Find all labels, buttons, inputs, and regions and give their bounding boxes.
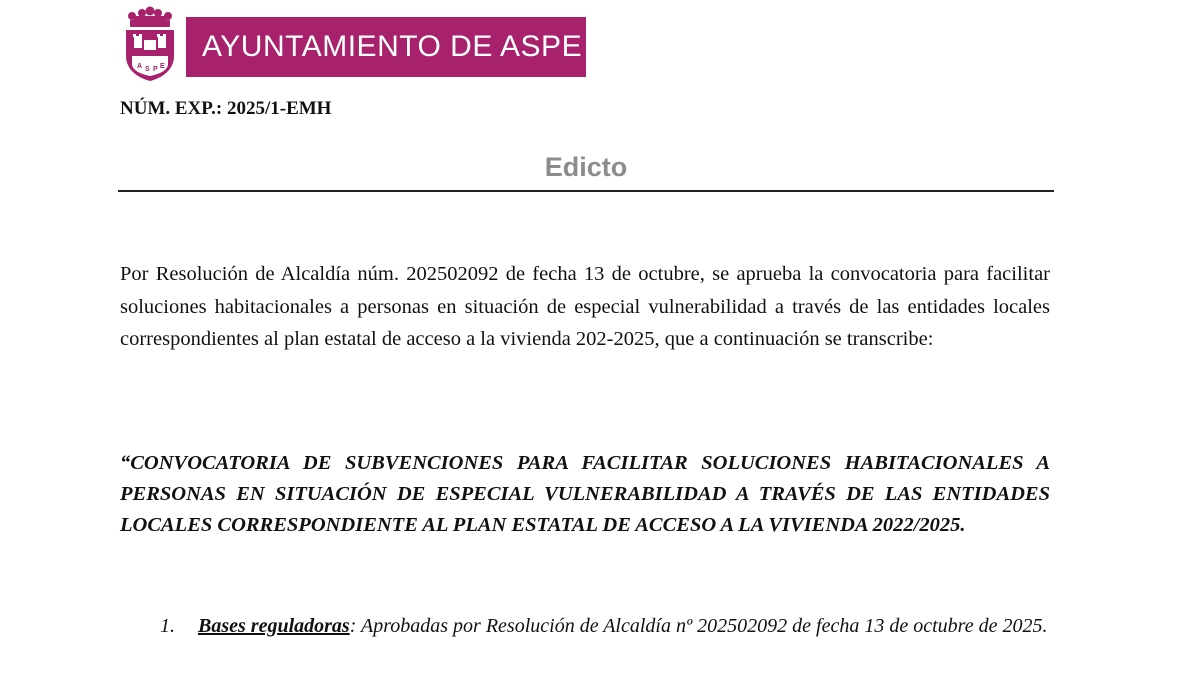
org-name-banner: [186, 17, 586, 77]
svg-text:P: P: [153, 66, 158, 73]
list-item-term: Bases reguladoras: [198, 615, 350, 637]
svg-text:A: A: [137, 63, 143, 70]
page-title: Edicto: [544, 152, 628, 182]
intro-paragraph: Por Resolución de Alcaldía núm. 202502092 de fecha 13 de octubre, se aprueba la convocatoria para facilitar soluciones habitacionales a personas en situación de especial vulnerabilidad a través de las entidades locales correspondientes al plan estatal de acceso a la vivienda 202-2025, que a continuación se transcribe:: [120, 263, 1050, 350]
convocatoria-title: “CONVOCATORIA DE SUBVENCIONES PARA FACILITAR SOLUCIONES HABITACIONALES A PERSONAS EN SITUACIÓN DE ESPECIAL VULNERABILIDAD A TRAVÉS DE LAS ENTIDADES LOCALES CORRESPONDIENTE AL PLAN ESTATAL DE ACCESO A LA VIVIENDA 2022/2025.: [120, 452, 1050, 536]
list-item-number: 1.: [160, 615, 175, 637]
org-name: AYUNTAMIENTO DE ASPE: [202, 30, 583, 63]
coat-of-arms-icon: [120, 6, 180, 82]
list-item: [160, 610, 1050, 642]
list-item-text: [198, 610, 1050, 642]
letterhead: [120, 6, 586, 82]
svg-text:S: S: [145, 66, 150, 73]
svg-text:E: E: [160, 63, 165, 70]
expediente-number: NÚM. EXP.: 2025/1-EMH: [120, 98, 332, 119]
list-item-description: : Aprobadas por Resolución de Alcaldía nº 202502092 de fecha 13 de octubre de 2025.: [349, 615, 1048, 637]
title-divider: [118, 190, 1054, 192]
